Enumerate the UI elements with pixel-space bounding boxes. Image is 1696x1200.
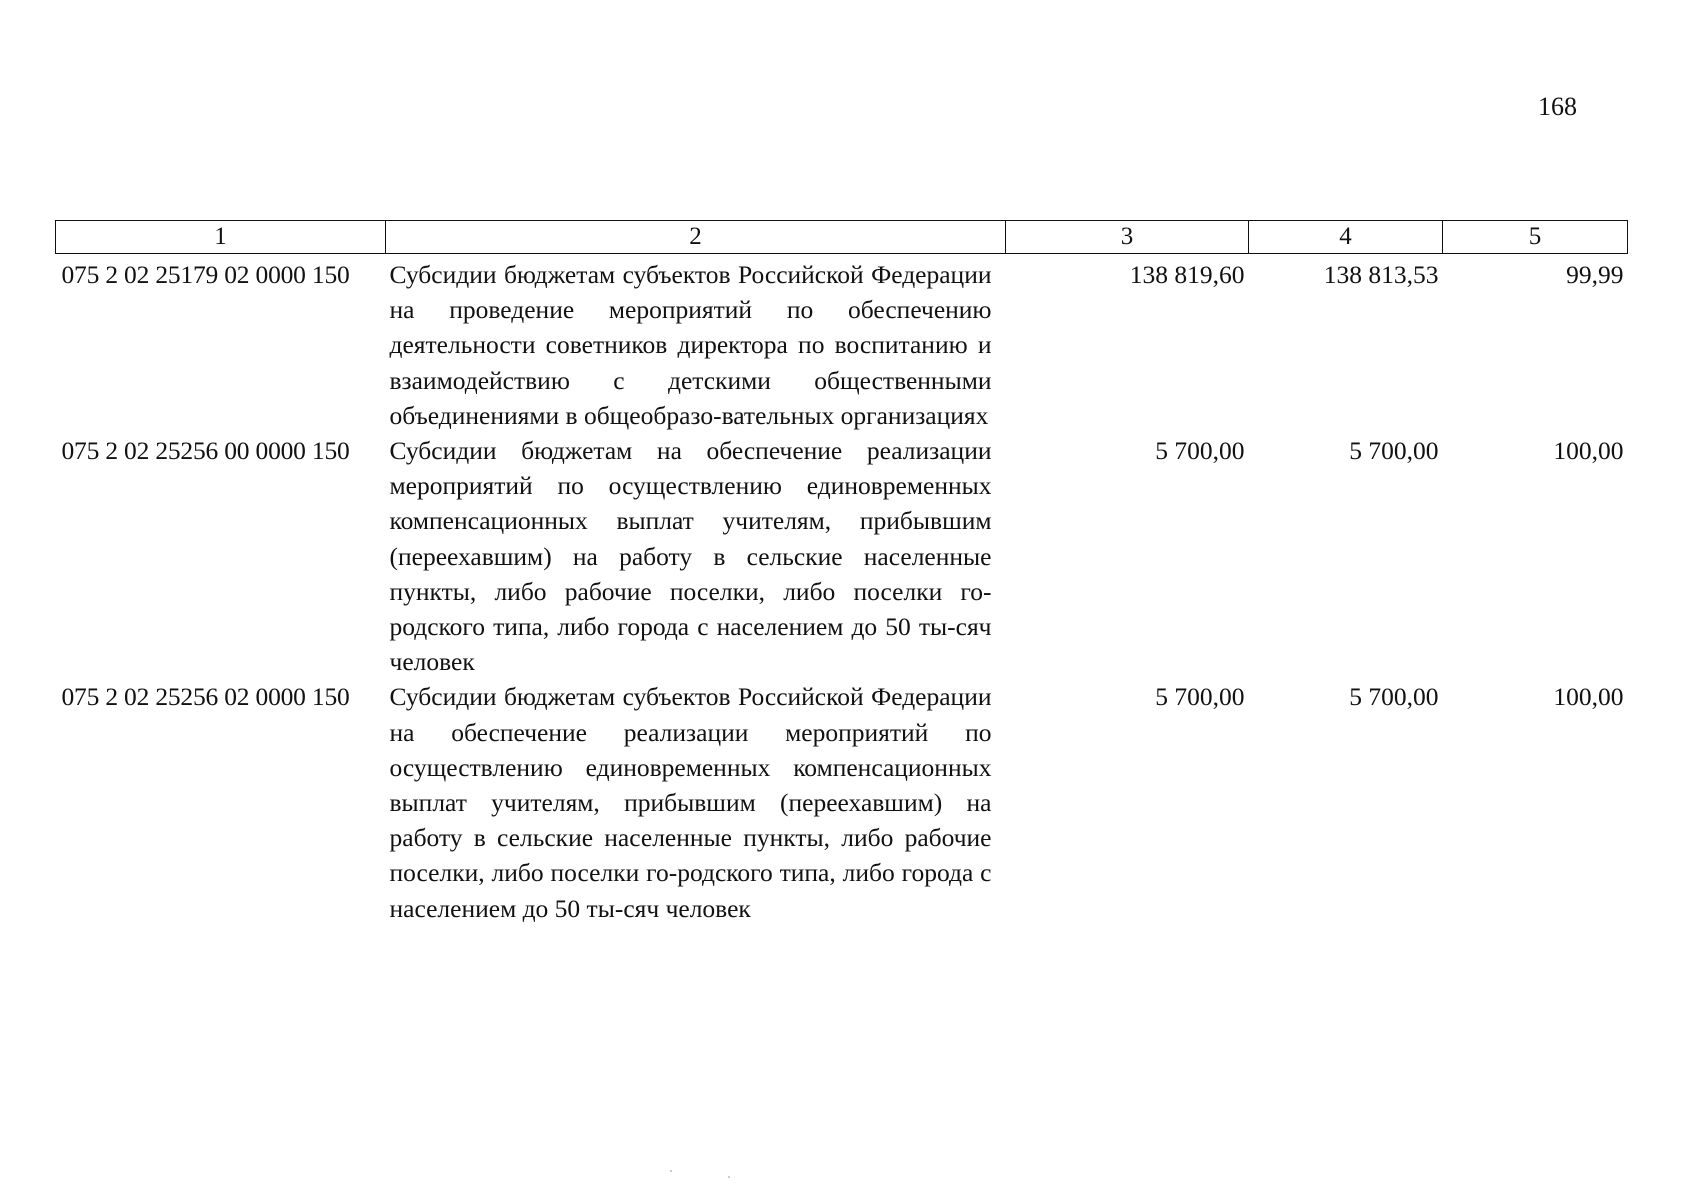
budget-table <box>55 220 1628 926</box>
column-header-3: 3 <box>1006 221 1249 254</box>
budget-code-cell: 075 2 02 25179 02 0000 150 <box>61 260 350 289</box>
percent-cell: 99,99 <box>1566 260 1624 289</box>
table-row <box>56 433 1628 679</box>
table-body <box>56 254 1628 926</box>
percent-cell: 100,00 <box>1553 436 1624 466</box>
table-row <box>56 679 1628 925</box>
description-cell: Субсидии бюджетам субъектов Российской Федерации на проведение мероприятий по обеспечению деятельности советников директора по воспитанию и взаимодействию с детскими общественными объединениями в общеобразо-вательных организациях <box>389 260 992 430</box>
column-header-2: 2 <box>386 221 1006 254</box>
table-header <box>56 221 1628 254</box>
percent-cell: 100,00 <box>1553 682 1624 712</box>
column-header-1: 1 <box>56 221 386 254</box>
budget-code-cell: 075 2 02 25256 02 0000 150 <box>61 682 350 712</box>
actual-amount-cell: 5 700,00 <box>1349 682 1439 712</box>
table-header-row <box>56 221 1628 254</box>
budget-table-container <box>55 220 1627 926</box>
plan-amount-cell: 5 700,00 <box>1155 682 1245 712</box>
actual-amount-cell: 138 813,53 <box>1323 260 1439 289</box>
table-row <box>56 254 1628 434</box>
scan-artifact <box>728 1176 730 1178</box>
actual-amount-cell: 5 700,00 <box>1349 436 1439 466</box>
description-cell: Субсидии бюджетам субъектов Российской Федерации на обеспечение реализации мероприятий по осуществлению единовременных компенсационных выплат учителям, прибывшим (переехавшим) на работу в сельские населенные пункты, либо рабочие поселки, либо поселки го-родского типа, либо города с населением до 50 ты-сяч человек <box>389 682 992 923</box>
column-header-5: 5 <box>1443 221 1628 254</box>
column-header-4: 4 <box>1249 221 1443 254</box>
plan-amount-cell: 138 819,60 <box>1129 260 1245 289</box>
budget-code-cell: 075 2 02 25256 00 0000 150 <box>61 436 350 466</box>
plan-amount-cell: 5 700,00 <box>1155 436 1245 466</box>
description-cell: Субсидии бюджетам на обеспечение реализации мероприятий по осуществлению единовременных компенсационных выплат учителям, прибывшим (переехавшим) на работу в сельские населенные пункты, либо рабочие поселки, либо поселки го-родского типа, либо города с населением до 50 ты-сяч человек <box>389 436 992 677</box>
scan-artifact <box>670 1170 672 1172</box>
page-number: 168 <box>1538 92 1577 121</box>
